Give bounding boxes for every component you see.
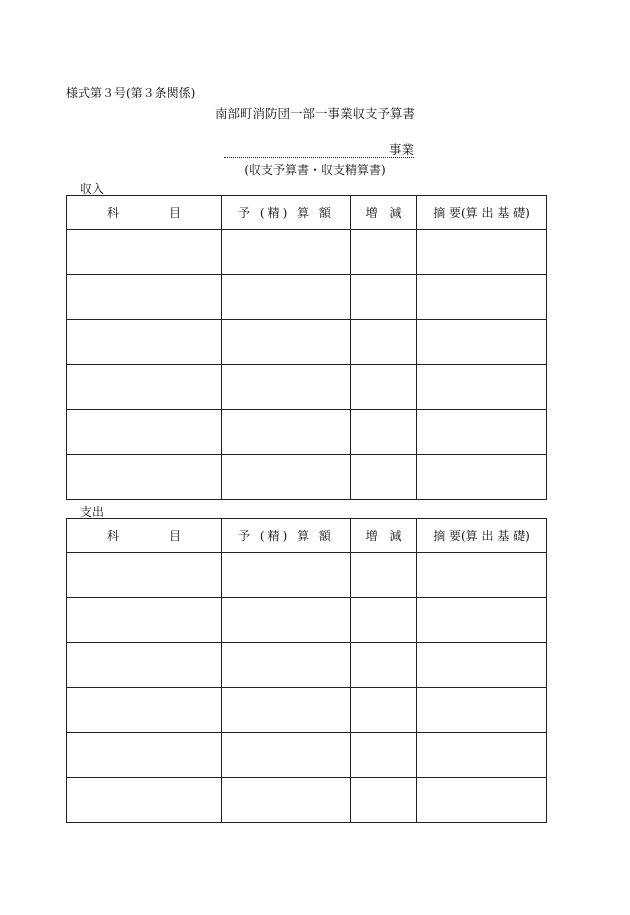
- expense-change-cell[interactable]: [351, 598, 417, 643]
- expense-subject-cell[interactable]: [67, 553, 222, 598]
- income-notes-cell[interactable]: [417, 275, 547, 320]
- expense-subject-cell[interactable]: [67, 643, 222, 688]
- income-table-row: [67, 455, 547, 500]
- expense-notes-cell[interactable]: [417, 688, 547, 733]
- expense-amount-cell[interactable]: [222, 598, 351, 643]
- income-amount-cell[interactable]: [222, 320, 351, 365]
- expense-notes-cell[interactable]: [417, 778, 547, 823]
- expense-table-row: [67, 598, 547, 643]
- expense-col-subject-left: 科: [107, 529, 120, 543]
- income-subject-cell[interactable]: [67, 410, 222, 455]
- expense-amount-cell[interactable]: [222, 733, 351, 778]
- expense-change-cell[interactable]: [351, 553, 417, 598]
- income-amount-cell[interactable]: [222, 275, 351, 320]
- income-col-amount: 予 (精) 算 額: [222, 196, 351, 230]
- income-amount-cell[interactable]: [222, 455, 351, 500]
- expense-amount-cell[interactable]: [222, 553, 351, 598]
- expense-change-cell[interactable]: [351, 643, 417, 688]
- project-suffix-label: 事業: [388, 142, 414, 157]
- expense-notes-cell[interactable]: [417, 733, 547, 778]
- expense-table-row: [67, 643, 547, 688]
- income-col-change: 増 減: [351, 196, 417, 230]
- income-subject-cell[interactable]: [67, 455, 222, 500]
- expense-change-cell[interactable]: [351, 778, 417, 823]
- expense-section-label: 支出: [80, 505, 105, 519]
- expense-col-subject-right: 目: [168, 529, 181, 543]
- income-rows: [67, 230, 547, 500]
- expense-amount-cell[interactable]: [222, 688, 351, 733]
- form-number: 様式第３号(第３条関係): [66, 86, 196, 100]
- income-notes-cell[interactable]: [417, 320, 547, 365]
- income-subject-cell[interactable]: [67, 365, 222, 410]
- income-col-subject-left: 科: [107, 206, 120, 220]
- expense-col-subject: [67, 519, 222, 553]
- income-notes-cell[interactable]: [417, 410, 547, 455]
- expense-table-row: [67, 553, 547, 598]
- expense-subject-cell[interactable]: [67, 733, 222, 778]
- income-notes-cell[interactable]: [417, 455, 547, 500]
- expense-notes-cell[interactable]: [417, 643, 547, 688]
- expense-table-row: [67, 733, 547, 778]
- income-col-subject-right: 目: [168, 206, 181, 220]
- income-col-subject: [67, 196, 222, 230]
- expense-amount-cell[interactable]: [222, 643, 351, 688]
- document-subtitle: (収支予算書・収支精算書): [244, 163, 386, 177]
- project-name-field[interactable]: [224, 143, 414, 158]
- expense-change-cell[interactable]: [351, 688, 417, 733]
- income-subject-cell[interactable]: [67, 230, 222, 275]
- income-section-label: 収入: [80, 182, 105, 196]
- expense-col-notes: 摘 要(算 出 基 礎): [417, 519, 547, 553]
- income-change-cell[interactable]: [351, 275, 417, 320]
- income-change-cell[interactable]: [351, 230, 417, 275]
- expense-table: [66, 518, 547, 823]
- income-notes-cell[interactable]: [417, 230, 547, 275]
- income-table-row: [67, 230, 547, 275]
- income-change-cell[interactable]: [351, 410, 417, 455]
- expense-rows: [67, 553, 547, 823]
- income-amount-cell[interactable]: [222, 410, 351, 455]
- income-amount-cell[interactable]: [222, 230, 351, 275]
- expense-table-row: [67, 688, 547, 733]
- expense-header-row: [67, 519, 547, 553]
- expense-notes-cell[interactable]: [417, 598, 547, 643]
- income-col-notes: 摘 要(算 出 基 礎): [417, 196, 547, 230]
- income-change-cell[interactable]: [351, 455, 417, 500]
- expense-col-change: 増 減: [351, 519, 417, 553]
- income-change-cell[interactable]: [351, 320, 417, 365]
- income-table-row: [67, 365, 547, 410]
- income-subject-cell[interactable]: [67, 320, 222, 365]
- income-table: [66, 195, 547, 500]
- expense-amount-cell[interactable]: [222, 778, 351, 823]
- expense-subject-cell[interactable]: [67, 598, 222, 643]
- income-subject-cell[interactable]: [67, 275, 222, 320]
- expense-change-cell[interactable]: [351, 733, 417, 778]
- income-amount-cell[interactable]: [222, 365, 351, 410]
- income-header-row: [67, 196, 547, 230]
- expense-col-amount: 予 (精) 算 額: [222, 519, 351, 553]
- expense-table-row: [67, 778, 547, 823]
- expense-subject-cell[interactable]: [67, 688, 222, 733]
- income-table-row: [67, 275, 547, 320]
- income-notes-cell[interactable]: [417, 365, 547, 410]
- document-title: 南部町消防団一部一事業収支予算書: [214, 106, 415, 121]
- income-table-row: [67, 410, 547, 455]
- expense-subject-cell[interactable]: [67, 778, 222, 823]
- expense-notes-cell[interactable]: [417, 553, 547, 598]
- income-table-row: [67, 320, 547, 365]
- income-change-cell[interactable]: [351, 365, 417, 410]
